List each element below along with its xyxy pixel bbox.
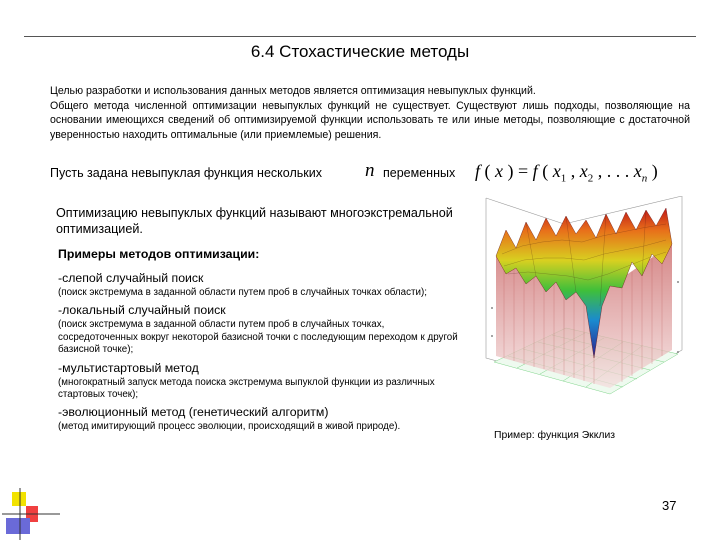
intro-line-1: Целью разработки и использования данных методов является оптимизация невыпуклых функций. — [50, 85, 536, 97]
function-definition — [50, 160, 690, 188]
page-title: 6.4 Стохастические методы — [250, 42, 470, 61]
method-name: -мультистартовый метод — [58, 360, 199, 375]
methods-column — [56, 205, 466, 438]
examples-heading: Примеры методов оптимизации: — [58, 247, 260, 261]
method-name: -локальный случайный поиск — [58, 303, 226, 318]
function-formula: f ( x ) = f ( $x_1$ , $x_2$ , . . . $x_n$ ) — [475, 161, 658, 185]
title-rule — [24, 36, 696, 37]
method-description: (многократный запуск метода поиска экстремума выпуклой функции из различных стартовых точек); — [58, 376, 435, 401]
function-prefix: Пусть задана невыпуклая функция нескольких — [50, 166, 322, 180]
page-number: 37 — [662, 498, 677, 513]
method-name: -эволюционный метод (генетический алгоритм) — [58, 405, 329, 420]
function-suffix: переменных — [383, 166, 456, 180]
corner-decoration — [0, 488, 60, 540]
blue-square — [6, 518, 30, 534]
intro-text — [50, 84, 690, 142]
graph-caption: Пример: функция Экклиз — [494, 430, 616, 441]
multiextremal-definition: Оптимизацию невыпуклых функций называют многоэкстремальной оптимизацией. — [56, 206, 453, 236]
method-description: (поиск экстремума в заданной области путем проб в случайных точках, сосредоточенных вокруг некоторой базисной точки с последующим переходом к другой базисной точке); — [58, 319, 458, 356]
intro-paragraph-2: Общего метода численной оптимизации невыпуклых функций не существует. Существуют лишь подходы, позволяющие на основании имеющихся сведений об оптимизируемой функции использовать те или иные методы, позволяющие с достаточной уверенностью находить оптимальные (или приемлемые) решения. — [50, 99, 690, 141]
method-name: -слепой случайный поиск — [58, 271, 204, 285]
ackley-surface-plot — [482, 196, 690, 418]
method-description: (поиск экстремума в заданной области путем проб в случайных точках области); — [58, 287, 427, 298]
yellow-square — [12, 492, 26, 506]
n-variable: n — [365, 160, 375, 181]
method-description: (метод имитирующий процесс эволюции, происходящий в живой природе). — [58, 421, 401, 433]
